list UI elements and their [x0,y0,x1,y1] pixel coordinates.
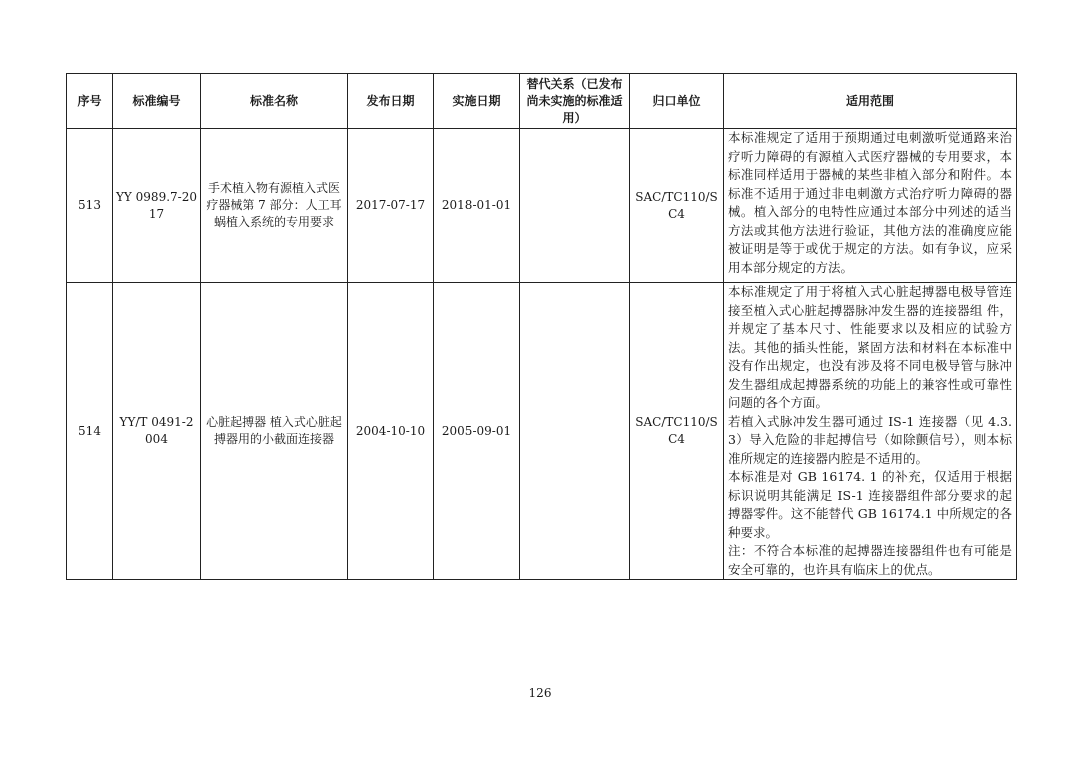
cell-scope [724,129,1017,283]
header-code: 标准编号 [113,74,201,129]
header-name: 标准名称 [201,74,348,129]
header-publish-date: 发布日期 [348,74,434,129]
header-dept: 归口单位 [630,74,724,129]
scope-paragraph: 若植入式脉冲发生器可通过 IS-1 连接器（见 4.3.3）导入危险的非起搏信号（如除颤信号），则本标 准所规定的连接器内腔是不适用的。 [728,413,1012,466]
cell-seq: 514 [67,283,113,580]
cell-replace [520,129,630,283]
cell-replace [520,283,630,580]
header-replace: 替代关系（已发布尚未实施的标准适用） [520,74,630,129]
header-scope: 适用范围 [724,74,1017,129]
cell-code: YY 0989.7-2017 [113,129,201,283]
scope-paragraph: 本标准是对 GB 16174. 1 的补充，仅适用于根据标识说明其能满足 IS-1 连接器组件部分要求的起 搏器零件。这不能替代 GB 16174.1 中所规定的各种要求。 [728,469,1012,540]
cell-dept: SAC/TC110/SC4 [630,129,724,283]
scope-paragraph: 本标准规定了用于将植入式心脏起搏器电极导管连接至植入式心脏起搏器脉冲发生器的连接器组 件，并规定了基本尺寸、性能要求以及相应的试验方法。其他的插头性能，紧固方法和材料在本标准中 没有作出规定，也没有涉及将不同电极导管与脉冲发生器组成起搏器系统的功能上的兼容性或可靠性 问题的各个方面。 [728,284,1012,410]
header-seq: 序号 [67,74,113,129]
cell-name: 心脏起搏器 植入式心脏起搏器用的小截面连接器 [201,283,348,580]
scope-paragraph: 本标准规定了适用于预期通过电刺激听觉通路来治疗听力障碍的有源植入式医疗器械的专用要求，本标准同样适用于器械的某些非植入部分和附件。本标准不适用于通过非电刺激方式治疗听力障碍的器械。植入部分的电特性应通过本部分中列述的适当方法或其他方法进行验证，其他方法的准确度应能被证明是等于或优于规定的方法。如有争议，应采用本部分规定的方法。 [728,130,1012,275]
cell-scope [724,283,1017,580]
cell-seq: 513 [67,129,113,283]
cell-dept: SAC/TC110/SC4 [630,283,724,580]
table-row [67,129,1017,283]
cell-code: YY/T 0491-2004 [113,283,201,580]
cell-implement-date: 2005-09-01 [434,283,520,580]
standards-table [66,73,1017,580]
table-row [67,283,1017,580]
scope-note: 注：不符合本标准的起搏器连接器组件也有可能是安全可靠的，也许具有临床上的优点。 [728,543,1012,577]
header-implement-date: 实施日期 [434,74,520,129]
cell-publish-date: 2017-07-17 [348,129,434,283]
cell-implement-date: 2018-01-01 [434,129,520,283]
page-number: 126 [528,686,552,700]
cell-name: 手术植入物有源植入式医疗器械第 7 部分：人工耳蜗植入系统的专用要求 [201,129,348,283]
table-header-row [67,74,1017,129]
cell-publish-date: 2004-10-10 [348,283,434,580]
